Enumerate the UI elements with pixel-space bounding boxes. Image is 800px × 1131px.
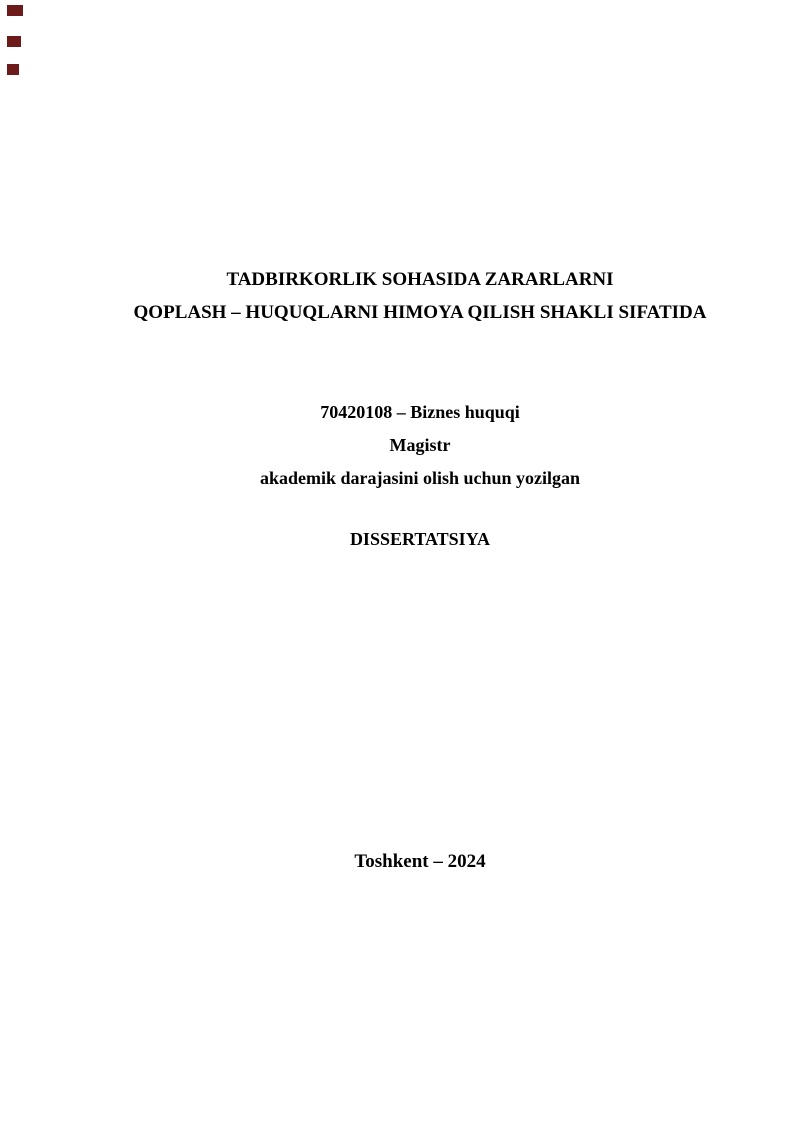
degree-note: akademik darajasini olish uchun yozilgan bbox=[259, 468, 581, 488]
specialty-code: 70420108 – Biznes huquqi bbox=[320, 402, 520, 422]
thesis-title-line1: TADBIRKORLIK SOHASIDA ZARARLARNI bbox=[226, 269, 614, 290]
thesis-title bbox=[40, 263, 800, 329]
thesis-title-line2: QOPLASH – HUQUQLARNI HIMOYA QILISH SHAKLI SIFATIDA bbox=[133, 302, 707, 323]
corner-artifact-mark-1 bbox=[7, 5, 23, 16]
corner-artifact-mark-3 bbox=[7, 64, 19, 75]
degree-name: Magistr bbox=[389, 435, 451, 455]
city-year: Toshkent – 2024 bbox=[354, 851, 486, 872]
program-info bbox=[40, 396, 800, 495]
corner-artifact-mark-2 bbox=[7, 36, 21, 47]
document-type-label: DISSERTATSIYA bbox=[349, 529, 491, 549]
